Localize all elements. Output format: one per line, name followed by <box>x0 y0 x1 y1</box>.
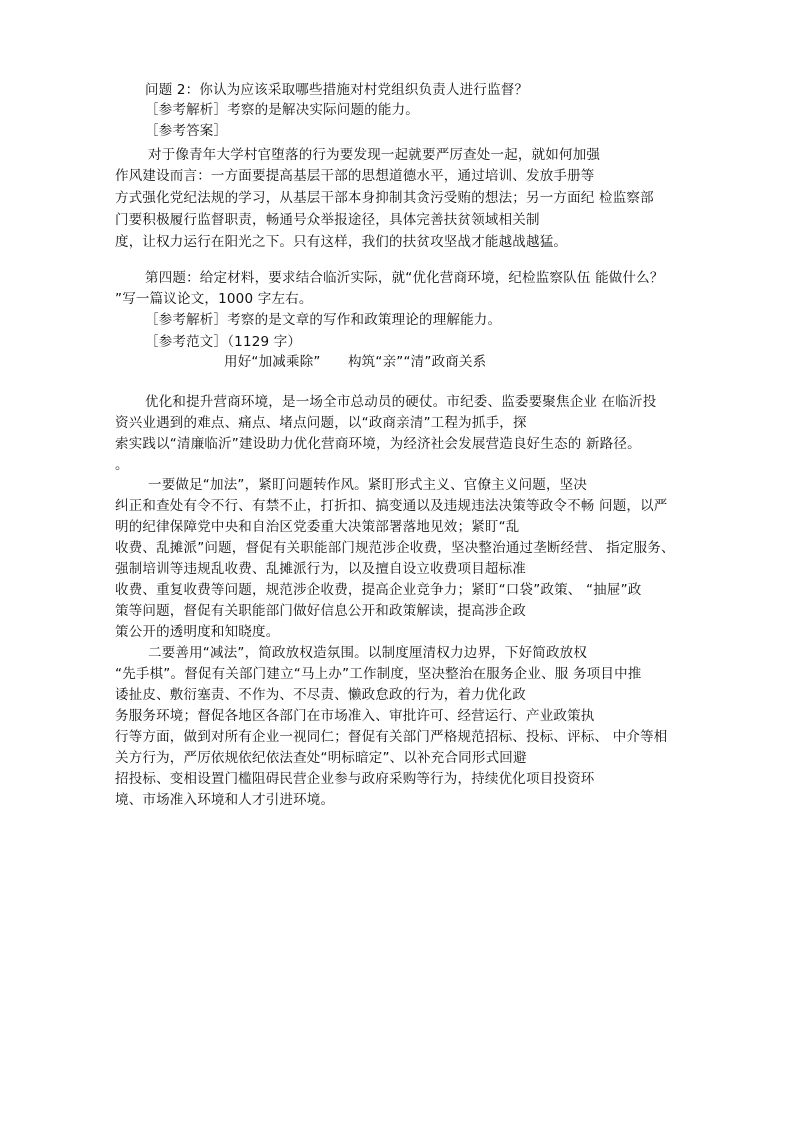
essay-line: 策公开的透明度和知晓度。 <box>115 624 280 640</box>
essay-line: 收费、重复收费等问题，规范涉企收费，提高企业竞争力；紧盯“口袋”政策、 “抽屉”政 <box>115 582 642 598</box>
essay-line: 资兴业遇到的难点、痛点、堵点问题，以“政商亲清”工程为抓手，探 <box>115 415 527 431</box>
essay-line: 一要做足“加法”，紧盯问题转作风。紧盯形式主义、官僚主义问题，坚决 <box>148 477 588 493</box>
essay-line: 二要善用“减法”，简政放权造氛围。以制度厘清权力边界，下好简政放权 <box>148 645 588 661</box>
essay-line: 纠正和查处有令不行、有禁不止，打折扣、搞变通以及违规违法决策等政令不畅 问题，以严 <box>115 498 668 514</box>
essay-line: 务服务环境；督促各地区各部门在市场准入、审批许可、经营运行、产业政策执 <box>115 708 595 724</box>
essay-line: 强制培训等违规乱收费、乱摊派行为，以及擅自设立收费项目超标准 <box>115 561 526 577</box>
essay-line: 优化和提升营商环境，是一场全市总动员的硬仗。市纪委、监委要聚焦企业 在临沂投 <box>145 394 657 410</box>
answer-line: 对于像青年大学村官堕落的行为要发现一起就要严厉查处一起，就如何加强 <box>148 147 601 163</box>
essay-line: 。 <box>115 457 129 473</box>
essay-title: 用好“加减乘除” 构筑“亲”“清”政商关系 <box>224 354 487 370</box>
essay-line: “先手棋”。督促有关部门建立“马上办”工作制度，坚决整治在服务企业、服 务项目中推 <box>115 666 642 682</box>
answer-line: 门要积极履行监督职责，畅通号众举报途径，具体完善扶贫领域相关制 <box>115 212 540 228</box>
answer-line: 方式强化党纪法规的学习，从基层干部本身抑制其贪污受贿的想法；另一方面纪 检监察部 <box>115 190 654 206</box>
question-4-continued: ”写一篇议论文，1000 字左右。 <box>115 291 313 307</box>
essay-line: 招投标、变相设置门槛阻碍民营企业参与政府采购等行为，持续优化项目投资环 <box>115 771 595 787</box>
essay-line: 诿扯皮、敷衍塞责、不作为、不尽责、懒政怠政的行为，着力优化政 <box>115 687 526 703</box>
essay-line: 策等问题，督促有关职能部门做好信息公开和政策解读，提高涉企政 <box>115 603 526 619</box>
question-2: 问题 2：你认为应该采取哪些措施对村党组织负责人进行监督？ <box>145 82 529 98</box>
sample-essay-label: ［参考范文］（1129 字） <box>145 334 302 350</box>
question-4: 第四题：给定材料，要求结合临沂实际，就“优化营商环境，纪检监察队伍 能做什么？ <box>145 270 664 286</box>
essay-line: 索实践以“清廉临沂”建设助力优化营商环境，为经济社会发展营造良好生态的 新路径。 <box>115 436 641 452</box>
essay-line: 明的纪律保障党中央和自治区党委重大决策部署落地见效；紧盯“乱 <box>115 519 520 535</box>
analysis-label-2: ［参考解析］考察的是文章的写作和政策理论的理解能力。 <box>145 312 502 328</box>
answer-line: 度，让权力运行在阳光之下。只有这样，我们的扶贫攻坚战才能越战越猛。 <box>115 234 568 250</box>
answer-label: ［参考答案］ <box>145 123 228 139</box>
essay-line: 行等方面，做到对所有企业一视同仁；督促有关部门严格规范招标、投标、评标、 中介等相 <box>115 729 668 745</box>
essay-line: 关方行为，严厉依规依纪依法查处“明标暗定”、以补充合同形式回避 <box>115 750 527 766</box>
analysis-label-1: ［参考解析］考察的是解决实际问题的能力。 <box>145 102 419 118</box>
essay-line: 境、市场准入环境和人才引进环境。 <box>115 792 335 808</box>
answer-line: 作风建设而言：一方面要提高基层干部的思想道德水平，通过培训、发放手册等 <box>115 168 595 184</box>
essay-line: 收费、乱摊派”问题，督促有关职能部门规范涉企收费，坚决整治通过垄断经营、 指定服务、 <box>115 540 675 556</box>
